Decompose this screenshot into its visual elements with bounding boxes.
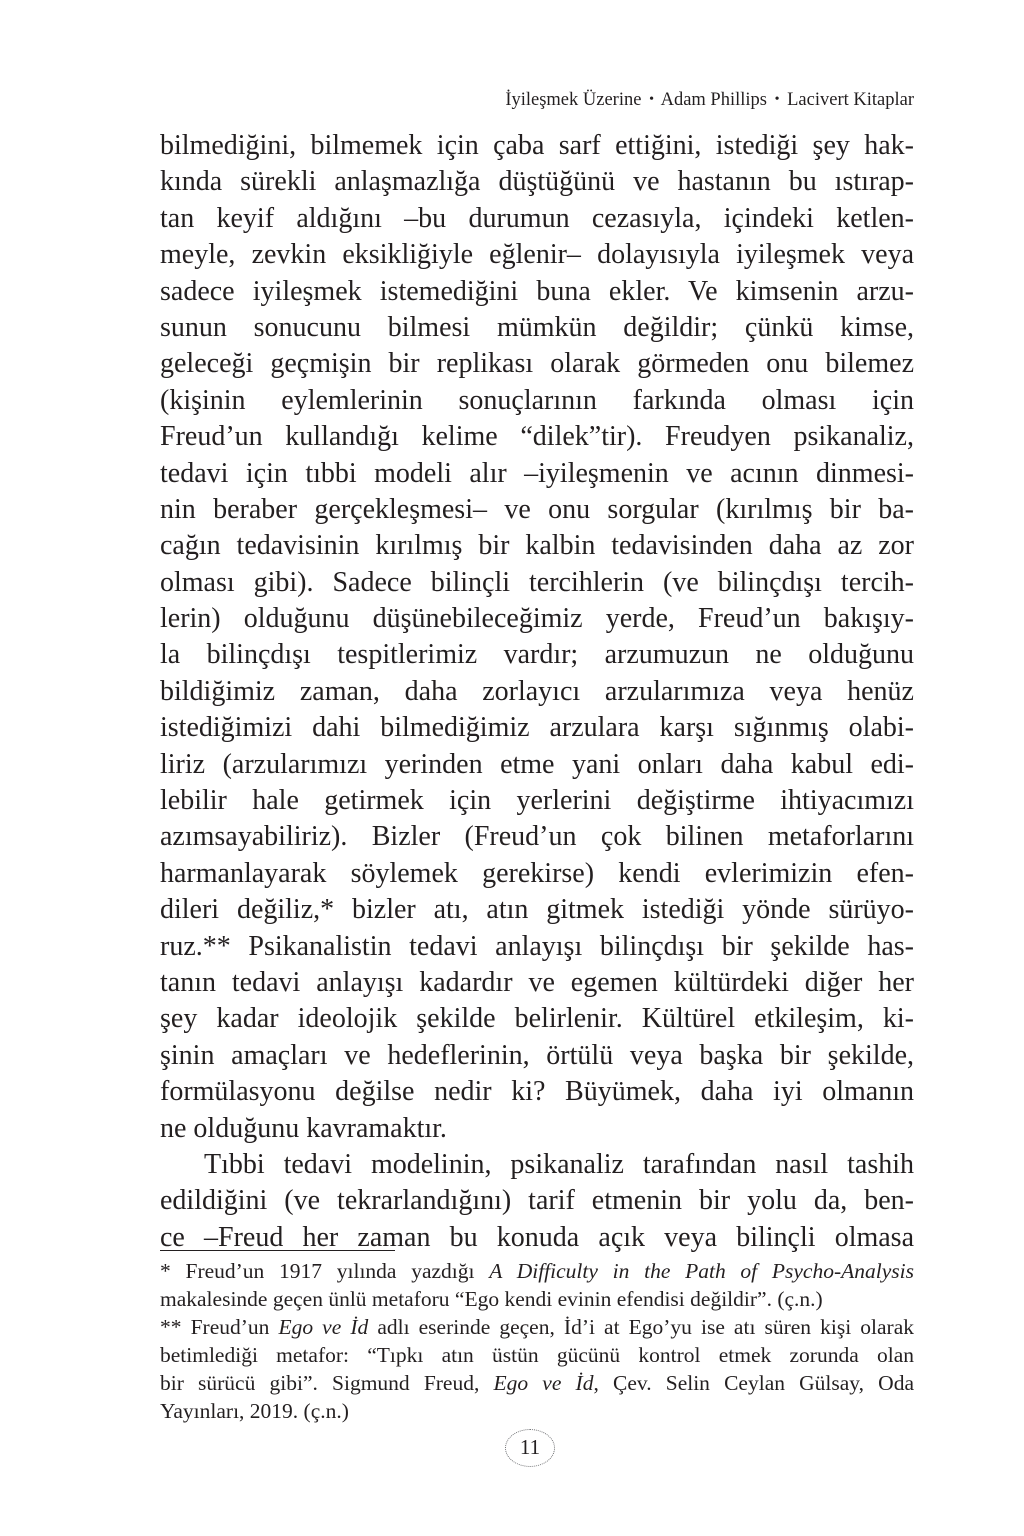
body-line-paragraph-end: ne olduğunu kavramaktır. xyxy=(160,1112,447,1144)
body-line: şey kadar ideolojik şekilde belirlenir. Kültürel etkileşim, ki- xyxy=(160,1003,914,1035)
footnote-1-text: * Freud’un 1917 yılında yazdığı xyxy=(160,1259,490,1283)
body-line: azımsayabiliriz). Bizler (Freud’un çok bilinen metaforlarını xyxy=(160,821,914,853)
footnote-2-text: , Çev. Selin Ceylan Gülsay, Oda xyxy=(593,1371,914,1395)
body-line: harmanlayarak söylemek gerekirse) kendi evlerimizin efen- xyxy=(160,857,914,889)
footnote-2-text: ** Freud’un xyxy=(160,1315,279,1339)
body-line: sadece iyileşmek istemediğini buna ekler. Ve kimsenin arzu- xyxy=(160,275,914,307)
body-line: liriz (arzularımızı yerinden etme yani onları daha kabul edi- xyxy=(160,748,914,780)
header-separator-bullet: • xyxy=(774,92,780,107)
header-book-title: İyileşmek Üzerine xyxy=(505,90,642,110)
body-line: dileri değiliz,* bizler atı, atın gitmek istediği yönde sürüyo- xyxy=(160,894,914,926)
body-line: nin beraber gerçekleşmesi– ve onu sorgular (kırılmış bir ba- xyxy=(160,493,914,525)
footnote-1-line xyxy=(160,1257,914,1285)
body-line: cağın tedavisinin kırılmış bir kalbin tedavisinden daha az zor xyxy=(160,530,914,562)
footnote-2-line: betimlediği metafor: “Tıpkı atın üstün gücünü kontrol etmek zorunda olan xyxy=(160,1343,914,1367)
footnote-2-book-title: Ego ve İd xyxy=(278,1315,369,1339)
body-line: istediğimizi dahi bilmediğimiz arzulara karşı sığınmış olabi- xyxy=(160,712,914,744)
footnote-2-line: Yayınları, 2019. (ç.n.) xyxy=(160,1399,349,1423)
footnote-2-line xyxy=(160,1369,914,1397)
body-line: kında sürekli anlaşmazlığa düştüğünü ve hastanın bu ıstırap- xyxy=(160,166,914,198)
footnote-1-article-title: A Difficulty in the Path of Psycho-Analysis xyxy=(489,1259,914,1283)
running-header xyxy=(160,88,914,112)
body-line: tan keyif aldığını –bu durumun cezasıyla, içindeki ketlen- xyxy=(160,202,914,234)
body-line: bilmediğini, bilmemek için çaba sarf ettiğini, istediği şey hak- xyxy=(160,130,914,161)
body-line: lerin) olduğunu düşünebileceğimiz yerde, Freud’un bakışıy- xyxy=(160,603,914,635)
footnote-2-line xyxy=(160,1313,914,1341)
footnote-2-text: adlı eserinde geçen, İd’i at Ego’yu ise atı süren kişi olarak xyxy=(368,1315,914,1339)
body-line: lebilir hale getirmek için yerlerini değiştirme ihtiyacımızı xyxy=(160,785,914,817)
body-line: şinin amaçları ve hedeflerinin, örtülü veya başka bir şekilde, xyxy=(160,1039,914,1071)
body-line: sunun sonucunu bilmesi mümkün değildir; çünkü kimse, xyxy=(160,311,914,343)
header-separator-bullet: • xyxy=(649,92,654,107)
body-line: olması gibi). Sadece bilinçli tercihlerin (ve bilinçdışı tercih- xyxy=(160,566,914,598)
body-line: tedavi için tıbbi modeli alır –iyileşmenin ve acının dinmesi- xyxy=(160,457,914,489)
body-line: (kişinin eylemlerinin sonuçlarının farkında olması için xyxy=(160,384,914,416)
body-line-paragraph-start: Tıbbi tedavi modelinin, psikanaliz tarafından nasıl tashih xyxy=(204,1148,914,1180)
footnote-1-line: makalesinde geçen ünlü metaforu “Ego kendi evinin efendisi değildir”. (ç.n.) xyxy=(160,1287,823,1311)
body-line: meyle, zevkin eksikliğiyle eğlenir– dolayısıyla iyileşmek veya xyxy=(160,239,914,271)
body-line: Freud’un kullandığı kelime “dilek”tir). Freudyen psikanaliz, xyxy=(160,421,914,453)
footnotes xyxy=(160,1257,914,1425)
footnote-2-book-title: Ego ve İd xyxy=(493,1371,594,1395)
header-author: Adam Phillips xyxy=(660,90,767,110)
body-line: edildiğini (ve tekrarlandığını) tarif etmenin bir yolu da, ben- xyxy=(160,1185,914,1217)
page-number: 11 xyxy=(505,1429,555,1467)
body-line: la bilinçdışı tespitlerimiz vardır; arzumuzun ne olduğunu xyxy=(160,639,914,671)
body-line: formülasyonu değilse nedir ki? Büyümek, daha iyi olmanın xyxy=(160,1076,914,1108)
header-publisher: Lacivert Kitaplar xyxy=(787,90,914,110)
body-line: bildiğimiz zaman, daha zorlayıcı arzularımıza veya henüz xyxy=(160,675,914,707)
body-line: ruz.** Psikanalistin tedavi anlayışı bilinçdışı bir şekilde has- xyxy=(160,930,914,962)
footnote-divider xyxy=(160,1250,395,1251)
footnote-2-text: bir sürücü gibi”. Sigmund Freud, xyxy=(160,1371,494,1395)
body-line: tanın tedavi anlayışı kadardır ve egemen kültürdeki diğer her xyxy=(160,966,914,998)
body-line: ce –Freud her zaman bu konuda açık veya bilinçli olmasa xyxy=(160,1221,914,1253)
body-line: geleceği geçmişin bir replikası olarak görmeden onu bilemez xyxy=(160,348,914,380)
body-text xyxy=(160,128,914,1256)
